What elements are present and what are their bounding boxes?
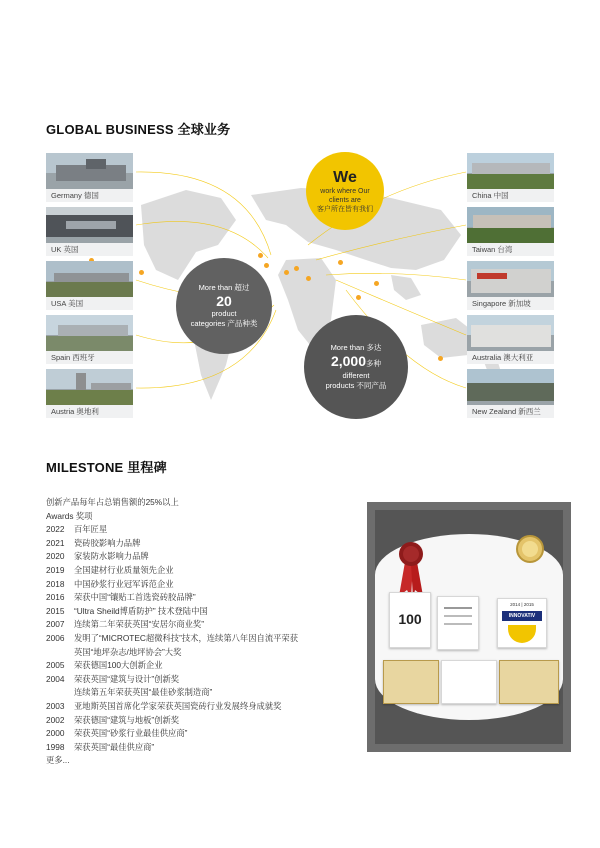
milestone-text: 家装防水影响力品牌: [74, 551, 149, 562]
milestone-text: 荣获英国“最佳供应商”: [74, 741, 155, 752]
milestone-text: 荣获德国100大创新企业: [74, 660, 163, 671]
milestone-items: [46, 523, 366, 754]
location-dot: [258, 253, 263, 258]
location-caption: New Zealand 新西兰: [467, 405, 554, 418]
location-caption: China 中国: [467, 189, 554, 202]
bubble-2000-suffix: 多种: [366, 359, 382, 368]
location-dot: [338, 260, 343, 265]
milestone-year: 2005: [46, 660, 65, 671]
milestone-year: 2000: [46, 728, 65, 739]
location-dot: [264, 263, 269, 268]
location-caption: USA 美国: [46, 297, 133, 310]
milestone-list: [46, 496, 366, 768]
bubble-20-number: 20: [216, 293, 232, 309]
location-caption: Austria 奥地利: [46, 405, 133, 418]
location-caption: Germany 德国: [46, 189, 133, 202]
milestone-item: [46, 646, 366, 660]
milestone-year: 2022: [46, 524, 65, 535]
bubble-2000-line2: different: [342, 371, 370, 380]
milestone-year: 2003: [46, 700, 65, 711]
location-dot: [294, 266, 299, 271]
milestone-item: [46, 700, 366, 714]
milestone-text: 英国“地坪杂志/地坪协会”大奖: [74, 646, 182, 657]
milestone-item: [46, 618, 366, 632]
wax-seal-icon: [393, 536, 433, 600]
milestone-item: [46, 578, 366, 592]
location-dot: [284, 270, 289, 275]
bubble-20-categories: [176, 258, 272, 354]
milestone-year: 2015: [46, 605, 65, 616]
milestone-year: 2018: [46, 578, 65, 589]
milestone-year: 2007: [46, 619, 65, 630]
location-dot: [356, 295, 361, 300]
innovativ-year: 2014 | 2015: [510, 602, 534, 607]
milestone-year: 2004: [46, 673, 65, 684]
awards-frame: [367, 502, 571, 752]
bubble-2000-number: 2,000: [330, 353, 367, 369]
milestone-text: “Ultra Sheild博盾防护” 技术登陆中国: [74, 605, 208, 616]
cert-line: [444, 623, 472, 625]
location-caption: Taiwan 台湾: [467, 243, 554, 256]
bubble-we-work-where: [306, 152, 384, 230]
milestone-item: [46, 659, 366, 673]
photo-austria: [46, 369, 133, 418]
awards-frame-inner: [375, 510, 563, 744]
bubble-we-heading: We: [333, 168, 357, 186]
milestone-title: MILESTONE 里程碑: [46, 460, 167, 475]
location-dot: [306, 276, 311, 281]
location-dot: [139, 270, 144, 275]
photo-usa: [46, 261, 133, 310]
milestone-item: [46, 591, 366, 605]
milestone-item: [46, 727, 366, 741]
location-dot: [374, 281, 379, 286]
global-business-title: GLOBAL BUSINESS 全球业务: [46, 122, 231, 137]
photo-new-zealand: [467, 369, 554, 418]
milestone-year: 2016: [46, 592, 65, 603]
awards-heading: Awards 奖项: [46, 510, 93, 521]
bubble-20-line3: categories 产品种类: [190, 319, 258, 328]
milestone-text: 瓷砖胶影响力品牌: [74, 537, 141, 548]
milestone-item: [46, 686, 366, 700]
gold-medal-icon: [515, 534, 545, 564]
bubble-2000-line3: products 不同产品: [325, 381, 387, 390]
milestone-item: [46, 632, 366, 646]
bubble-20-line2: product: [211, 309, 237, 318]
milestone-text: 全国建材行业质量领先企业: [74, 564, 174, 575]
bubble-20-line1: More than 超过: [198, 283, 250, 292]
milestone-item: [46, 714, 366, 728]
bubble-we-line1: work where Our: [320, 187, 370, 195]
bubble-2000-products: [304, 315, 408, 419]
milestone-text: 连续第二年荣获英国“安居尔商业奖”: [74, 619, 204, 630]
milestone-text: 连续第五年荣获英国“最佳砂浆制造商”: [74, 687, 213, 698]
milestone-year: 2006: [46, 632, 65, 643]
bubble-we-line2: clients are: [329, 196, 361, 204]
bubble-we-line3: 客户所在皆有我们: [317, 205, 373, 213]
location-caption: Spain 西班牙: [46, 351, 133, 364]
location-caption: Australia 澳大利亚: [467, 351, 554, 364]
milestone-text: 荣获英国“砂浆行业最佳供应商”: [74, 728, 188, 739]
cert-line: [444, 615, 472, 617]
milestone-intro: 创新产品每年占总销售额的25%以上: [46, 497, 179, 507]
milestone-item: [46, 523, 366, 537]
milestone-text: 荣获英国“建筑与设计”创新奖: [74, 673, 180, 684]
award-certificate-innovativ: [497, 598, 547, 648]
award-certificate-2: [437, 596, 479, 650]
milestone-text: 百年匠星: [74, 524, 108, 535]
location-caption: Singapore 新加坡: [467, 297, 554, 310]
milestone-text: 荣获中国“镶贴工首选瓷砖胶品牌”: [74, 592, 196, 603]
milestone-text: 发明了“MICROTEC超微科技”技术，连续第八年因自流平荣获: [74, 632, 299, 643]
milestone-item: [46, 564, 366, 578]
award-100-label: 100: [398, 611, 422, 627]
world-map: [46, 150, 554, 420]
milestone-item: [46, 537, 366, 551]
photo-spain: [46, 315, 133, 364]
milestone-year: 2020: [46, 551, 65, 562]
photo-germany: [46, 153, 133, 202]
award-certificate-100: [389, 592, 431, 648]
location-caption: UK 英国: [46, 243, 133, 256]
bubble-2000-line1: More than 多达: [330, 343, 382, 352]
milestone-item: [46, 673, 366, 687]
photo-taiwan: [467, 207, 554, 256]
award-certificate-frame-2: [441, 660, 497, 704]
award-certificate-gold-3: [499, 660, 559, 704]
milestone-year: 1998: [46, 741, 65, 752]
milestone-item: [46, 550, 366, 564]
photo-uk: [46, 207, 133, 256]
award-certificate-gold-1: [383, 660, 439, 704]
milestone-year: 2002: [46, 714, 65, 725]
location-dot: [438, 356, 443, 361]
milestone-text: 中国砂浆行业冠军诉范企业: [74, 578, 174, 589]
milestone-more-link[interactable]: 更多...: [46, 755, 70, 766]
milestone-text: 荣获德国“建筑与地板”创新奖: [74, 714, 180, 725]
milestone-year: 2019: [46, 564, 65, 575]
photo-singapore: [467, 261, 554, 310]
innovativ-badge: INNOVATIV: [502, 611, 542, 621]
photo-australia: [467, 315, 554, 364]
milestone-year: 2021: [46, 537, 65, 548]
milestone-item: [46, 605, 366, 619]
milestone-item: [46, 741, 366, 755]
innovativ-shield: [508, 625, 536, 643]
milestone-text: 亚地斯英国首席化学家荣获英国瓷砖行业发展终身成就奖: [74, 700, 282, 711]
cert-line: [444, 607, 472, 609]
photo-china: [467, 153, 554, 202]
